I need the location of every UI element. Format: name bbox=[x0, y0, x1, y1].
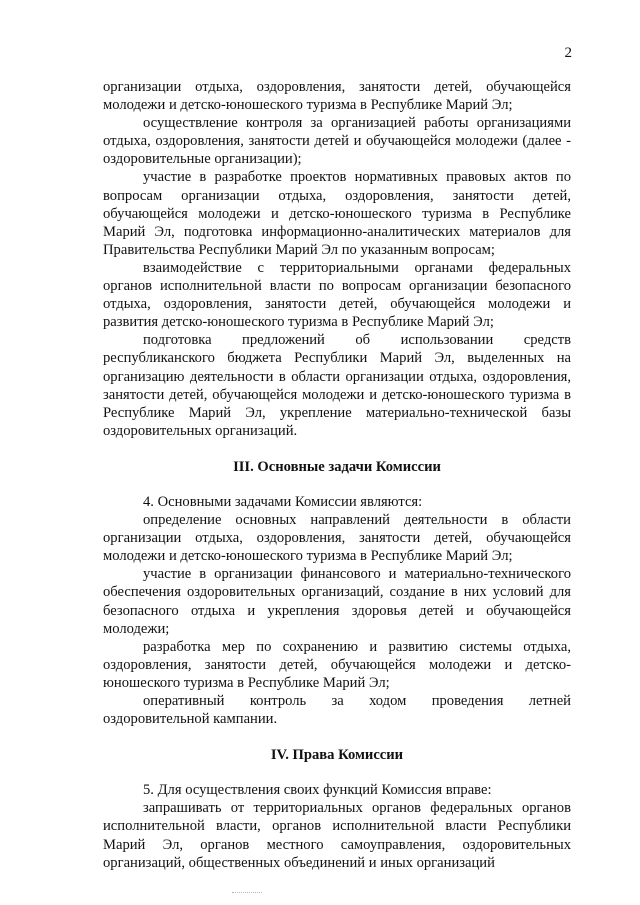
paragraph: оперативный контроль за ходом проведения летней оздоровительной кампании. bbox=[103, 693, 571, 728]
paragraph: определение основных направлений деятельности в области организации отдыха, оздоровления, занятости детей, обучающейся молодежи и детско-юношеского туризма в Республике Марий Эл; bbox=[103, 512, 571, 565]
section-3-heading: III. Основные задачи Комиссии bbox=[233, 458, 441, 475]
paragraph: 5. Для осуществления своих функций Комиссия вправе: bbox=[143, 782, 492, 799]
scan-artifact-dots bbox=[232, 892, 262, 895]
paragraph: запрашивать от территориальных органов федеральных органов исполнительной власти, органов исполнительной власти Республики Марий Эл, органов местного самоуправления, оздоровительных организаций, общественных объединений и иных организаций bbox=[103, 800, 571, 871]
section-4-heading: IV. Права Комиссии bbox=[270, 747, 404, 764]
paragraph: участие в организации финансового и материально-технического обеспечения оздоровительных организаций, создание в них условий для безопасного отдыха и укрепления здоровья детей и обучающейся молодежи; bbox=[103, 566, 571, 637]
section-3-paragraphs bbox=[103, 493, 571, 728]
paragraph: разработка мер по сохранению и развитию системы отдыха, оздоровления, занятости детей, обучающейся молодежи и детско-юношеского туризма в Республике Марий Эл; bbox=[103, 638, 571, 691]
paragraph: подготовка предложений об использовании средств республиканского бюджета Республики Марий Эл, выделенных на организацию деятельности в области организации отдыха, оздоровления, занятости детей, обучающейся молодежи и детско-юношеского туризма в Республике Марий Эл, укрепление материально-технической базы оздоровительных организаций. bbox=[103, 332, 571, 439]
paragraph: взаимодействие с территориальными органами федеральных органов исполнительной власти по вопросам организации безопасного отдыха, оздоровления, занятости детей, обучающейся молодежи и развития детско-юношеского туризма в Республике Марий Эл; bbox=[103, 259, 571, 331]
paragraph: осуществление контроля за организацией работы организациями отдыха, оздоровления, занятости детей и обучающейся молодежи (далее - оздоровительные организации); bbox=[103, 115, 571, 168]
paragraph: 4. Основными задачами Комиссии являются: bbox=[143, 493, 423, 510]
section-4-paragraphs bbox=[103, 781, 571, 871]
page-number: 2 bbox=[564, 45, 572, 61]
paragraph: организации отдыха, оздоровления, занятости детей, обучающейся молодежи и детско-юношеского туризма в Республике Марий Эл; bbox=[103, 79, 571, 114]
paragraphs-before-section-3 bbox=[103, 78, 571, 440]
document-body bbox=[103, 78, 571, 872]
paragraph: участие в разработке проектов нормативных правовых актов по вопросам организации отдыха, оздоровления, занятости детей, обучающейся молодежи и детско-юношеского туризма в Республике Марий Эл, подготовка информационно-аналитических материалов для Правительства Республики Марий Эл по указанным вопросам; bbox=[103, 169, 571, 258]
